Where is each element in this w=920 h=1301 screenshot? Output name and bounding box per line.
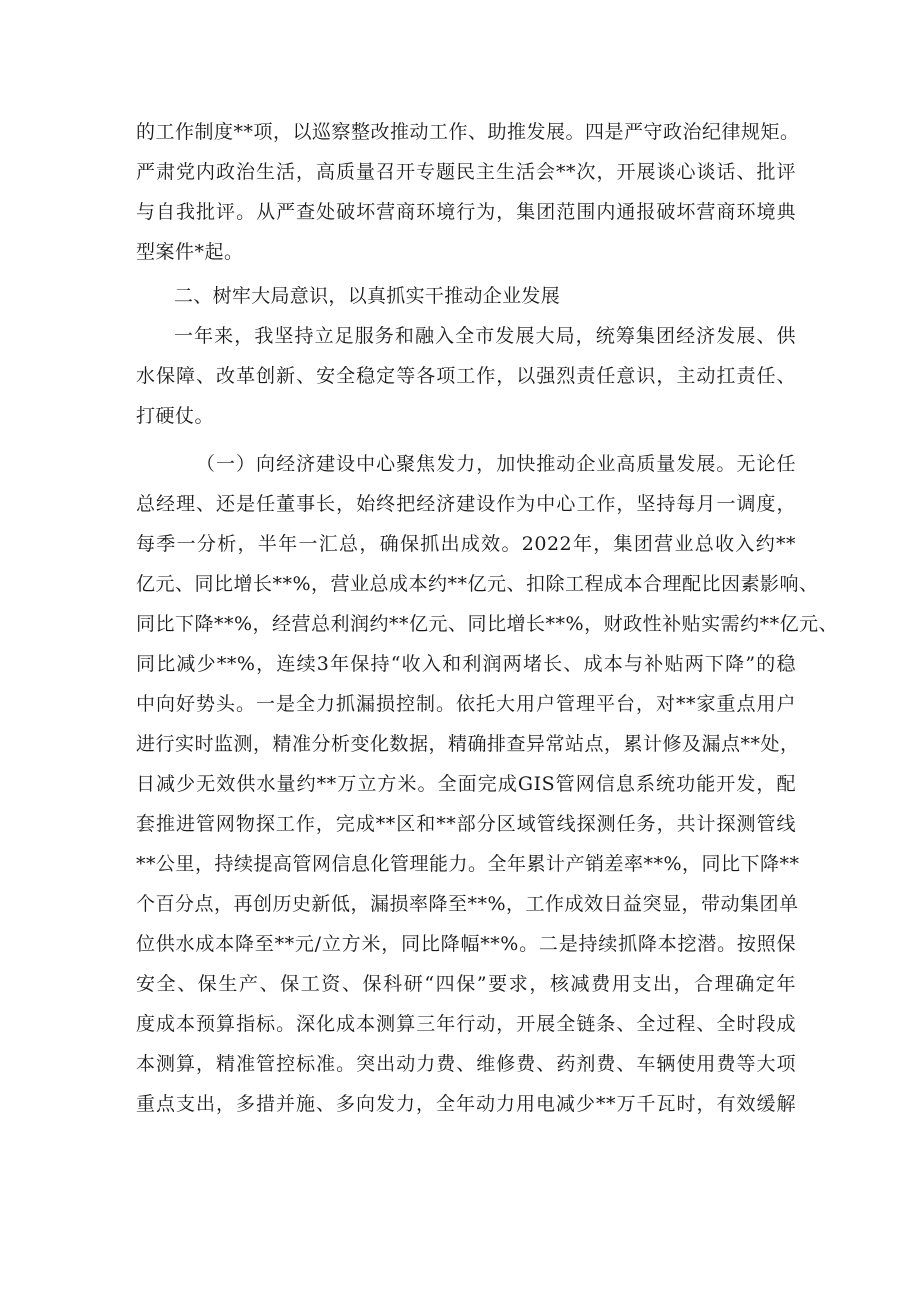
body-text-line: 位供水成本降至**元/立方米，同比降幅**%。二是持续抓降本挖潜。按照保: [136, 933, 796, 955]
body-text-line: 进行实时监测，精准分析变化数据，精确排查异常站点，累计修及漏点**处，: [136, 733, 800, 755]
document-body: [136, 112, 839, 1124]
body-text-line: 的工作制度**项，以巡察整改推动工作、助推发展。四是严守政治纪律规矩。: [136, 121, 800, 143]
body-text-line: 型案件*起。: [136, 241, 244, 263]
body-text-line: **公里，持续提高管网信息化管理能力。全年累计产销差率**%，同比下降**: [136, 853, 800, 875]
body-text-line: 严肃党内政治生活，高质量召开专题民主生活会**次，开展谈心谈话、批评: [136, 161, 796, 183]
body-text-line: 同比下降**%，经营总利润约**亿元、同比增长**%，财政性补贴实需约**亿元、: [136, 613, 839, 635]
body-text-line: 一年来，我坚持立足服务和融入全市发展大局，统筹集团经济发展、供: [174, 325, 796, 347]
body-text-line: 打硬仗。: [136, 405, 215, 427]
body-text-line: 亿元、同比增长**%，营业总成本约**亿元、扣除工程成本合理配比因素影响、: [136, 573, 819, 595]
body-text-line: 安全、保生产、保工资、保科研“四保”要求，核减费用支出，合理确定年: [136, 973, 796, 995]
body-text-line: 与自我批评。从严查处破坏营商环境行为，集团范围内通报破坏营商环境典: [136, 201, 796, 223]
body-text-line: 重点支出，多措并施、多向发力，全年动力用电减少**万千瓦时，有效缓解: [136, 1093, 796, 1115]
body-text-line: 个百分点，再创历史新低，漏损率降至**%，工作成效日益突显，带动集团单: [136, 893, 799, 915]
body-text-line: 日减少无效供水量约**万立方米。全面完成GIS管网信息系统功能开发，配: [136, 773, 796, 795]
section-heading: 二、树牢大局意识，以真抓实干推动企业发展: [174, 285, 561, 307]
subsection-heading-line: （一）向经济建设中心聚焦发力，加快推动企业高质量发展。无论任: [196, 453, 796, 475]
body-text-line: 套推进管网物探工作，完成**区和**部分区域管线探测任务，共计探测管线: [136, 813, 796, 835]
body-text-line: 中向好势头。一是全力抓漏损控制。依托大用户管理平台，对**家重点用户: [136, 693, 796, 715]
body-text-line: 总经理、还是任董事长，始终把经济建设作为中心工作，坚持每月一调度，: [136, 493, 796, 515]
body-text-line: 每季一分析，半年一汇总，确保抓出成效。2022年，集团营业总收入约**: [136, 533, 796, 555]
body-text-line: 本测算，精准管控标准。突出动力费、维修费、药剂费、车辆使用费等大项: [136, 1053, 796, 1075]
body-text-line: 度成本预算指标。深化成本测算三年行动，开展全链条、全过程、全时段成: [136, 1013, 796, 1035]
body-text-line: 水保障、改革创新、安全稳定等各项工作，以强烈责任意识，主动扛责任、: [136, 365, 796, 387]
body-text-line: 同比减少**%，连续3年保持“收入和利润两堵长、成本与补贴两下降”的稳: [136, 653, 796, 675]
